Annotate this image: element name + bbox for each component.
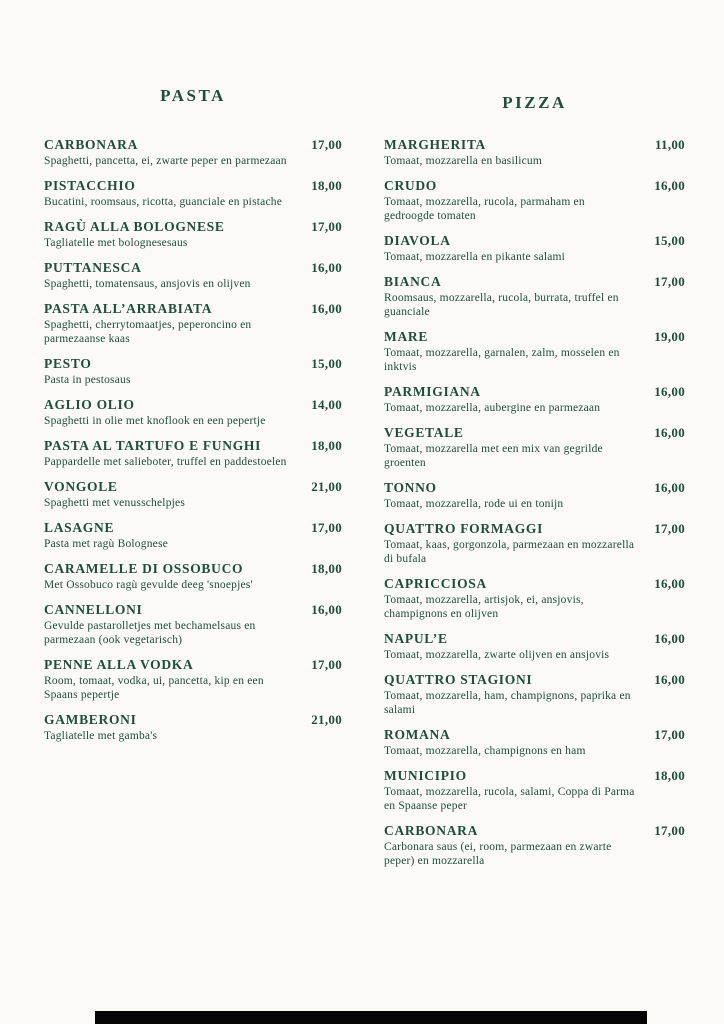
menu-item-name: PASTA ALL’ARRABIATA — [44, 301, 213, 316]
menu-item-name: CAPRICCIOSA — [384, 576, 487, 591]
menu-item-price: 16,00 — [654, 480, 685, 495]
menu-item-header — [384, 328, 685, 345]
menu-item-header — [44, 560, 342, 577]
menu-item-name: CARBONARA — [384, 823, 479, 838]
menu-item-header — [44, 136, 342, 153]
menu-item-name: PARMIGIANA — [384, 384, 481, 399]
menu-item-name: QUATTRO FORMAGGI — [384, 521, 544, 536]
menu-item-header — [384, 767, 685, 784]
menu-item — [384, 520, 685, 566]
menu-item-header — [384, 520, 685, 537]
menu-item — [384, 177, 685, 223]
menu-item — [384, 726, 685, 758]
menu-item-name: CARAMELLE DI OSSOBUCO — [44, 561, 244, 576]
menu-item-header — [44, 656, 342, 673]
menu-item-header — [384, 232, 685, 249]
menu-item — [384, 232, 685, 264]
menu-item-price: 18,00 — [654, 768, 685, 783]
menu-item-description: Tomaat, kaas, gorgonzola, parmezaan en mozzarella di bufala — [384, 539, 635, 565]
menu-item — [384, 630, 685, 662]
menu-item-description: Tomaat, mozzarella en basilicum — [384, 155, 543, 167]
pizza-item-list — [384, 136, 685, 868]
menu-item — [44, 396, 342, 428]
menu-item — [44, 259, 342, 291]
menu-item-price: 18,00 — [311, 438, 342, 453]
menu-item — [44, 136, 342, 168]
menu-item-header — [384, 273, 685, 290]
menu-item — [384, 383, 685, 415]
menu-item — [384, 822, 685, 868]
menu-item-price: 16,00 — [654, 672, 685, 687]
menu-item-name: PISTACCHIO — [44, 178, 136, 193]
menu-item — [384, 479, 685, 511]
menu-item-description: Tomaat, mozzarella, zwarte olijven en ansjovis — [384, 649, 610, 661]
menu-item-description: Tomaat, mozzarella, aubergine en parmezaan — [384, 402, 601, 414]
menu-item-header — [44, 478, 342, 495]
menu-item-name: TONNO — [384, 480, 437, 495]
bottom-black-bar — [95, 1011, 647, 1024]
menu-item-price: 16,00 — [654, 576, 685, 591]
menu-item — [384, 424, 685, 470]
menu-item-price: 16,00 — [654, 178, 685, 193]
menu-item-name: DIAVOLA — [384, 233, 451, 248]
menu-item-description: Spaghetti, pancetta, ei, zwarte peper en parmezaan — [44, 155, 287, 167]
menu-item-header — [44, 355, 342, 372]
menu-item-description: Tomaat, mozzarella met een mix van gegrilde groenten — [384, 443, 603, 469]
menu-item — [384, 575, 685, 621]
menu-item-description: Spaghetti met venusschelpjes — [44, 497, 186, 509]
menu-item-name: NAPUL’E — [384, 631, 448, 646]
menu-item-description: Tomaat, mozzarella, rode ui en tonijn — [384, 498, 564, 510]
menu-item-description: Spaghetti, cherrytomaatjes, peperoncino en parmezaanse kaas — [44, 319, 252, 345]
menu-item-price: 16,00 — [654, 384, 685, 399]
menu-item-name: AGLIO OLIO — [44, 397, 135, 412]
section-title-pizza: PIZZA — [502, 93, 567, 112]
menu-item-price: 15,00 — [311, 356, 342, 371]
menu-item-name: BIANCA — [384, 274, 442, 289]
menu-item-header — [384, 177, 685, 194]
menu-item-price: 19,00 — [654, 329, 685, 344]
menu-item-description: Tomaat, mozzarella, champignons en ham — [384, 745, 586, 757]
menu-item-name: MUNICIPIO — [384, 768, 467, 783]
menu-item-description: Room, tomaat, vodka, ui, pancetta, kip en een Spaans pepertje — [44, 675, 264, 701]
menu-item-header — [44, 396, 342, 413]
menu-item-header — [384, 822, 685, 839]
menu-item-price: 17,00 — [311, 520, 342, 535]
menu-item-description: Spaghetti in olie met knoflook en een pepertje — [44, 415, 266, 427]
menu-item-description: Gevulde pastarolletjes met bechamelsaus en parmezaan (ook vegetarisch) — [44, 620, 256, 646]
menu-item-description: Tomaat, mozzarella, ham, champignons, paprika en salami — [384, 690, 631, 716]
menu-item — [44, 560, 342, 592]
menu-item-description: Tomaat, mozzarella, artisjok, ei, ansjovis, champignons en olijven — [384, 594, 584, 620]
menu-item-name: LASAGNE — [44, 520, 115, 535]
menu-item-price: 16,00 — [311, 260, 342, 275]
menu-item — [384, 671, 685, 717]
menu-item-price: 21,00 — [311, 712, 342, 727]
menu-item-price: 15,00 — [654, 233, 685, 248]
menu-item-header — [44, 711, 342, 728]
menu-item — [44, 711, 342, 743]
menu-item — [44, 437, 342, 469]
menu-item-header — [384, 383, 685, 400]
menu-item-name: VONGOLE — [44, 479, 118, 494]
menu-item-price: 16,00 — [311, 301, 342, 316]
menu-item-name: MARE — [384, 329, 429, 344]
menu-item-header — [44, 177, 342, 194]
menu-section-pizza — [384, 0, 685, 877]
menu-item — [44, 300, 342, 346]
menu-item-name: QUATTRO STAGIONI — [384, 672, 533, 687]
menu-item-header — [44, 300, 342, 317]
menu-item-description: Bucatini, roomsaus, ricotta, guanciale en pistache — [44, 196, 283, 208]
menu-item-header — [384, 726, 685, 743]
menu-item-header — [44, 218, 342, 235]
menu-item-description: Tagliatelle met gamba's — [44, 730, 158, 742]
menu-item-name: RAGÙ ALLA BOLOGNESE — [44, 219, 225, 234]
menu-item-header — [384, 136, 685, 153]
menu-item-header — [384, 671, 685, 688]
menu-item-price: 17,00 — [311, 137, 342, 152]
menu-item-price: 17,00 — [654, 727, 685, 742]
menu-item-header — [44, 519, 342, 536]
menu-item-name: CRUDO — [384, 178, 437, 193]
menu-item-description: Tagliatelle met bolognesesaus — [44, 237, 188, 249]
menu-item-name: GAMBERONI — [44, 712, 137, 727]
menu-item-description: Pasta in pestosaus — [44, 374, 131, 386]
menu-section-pasta — [44, 0, 342, 752]
menu-item — [384, 136, 685, 168]
section-title-pasta: PASTA — [160, 86, 226, 105]
menu-item-price: 17,00 — [311, 219, 342, 234]
menu-item-description: Pappardelle met salieboter, truffel en paddestoelen — [44, 456, 287, 468]
menu-item — [384, 273, 685, 319]
menu-item-header — [384, 630, 685, 647]
menu-item-price: 16,00 — [654, 425, 685, 440]
menu-item-header — [44, 437, 342, 454]
menu-item — [44, 177, 342, 209]
menu-item-price: 17,00 — [311, 657, 342, 672]
menu-item — [44, 519, 342, 551]
menu-item-name: PUTTANESCA — [44, 260, 142, 275]
menu-item-header — [384, 575, 685, 592]
menu-item-price: 16,00 — [654, 631, 685, 646]
menu-item-name: CARBONARA — [44, 137, 139, 152]
menu-item-description: Tomaat, mozzarella, rucola, salami, Coppa di Parma en Spaanse peper — [384, 786, 635, 812]
menu-item — [384, 328, 685, 374]
menu-item-name: VEGETALE — [384, 425, 464, 440]
menu-item — [384, 767, 685, 813]
menu-item-name: PENNE ALLA VODKA — [44, 657, 194, 672]
menu-item-name: PESTO — [44, 356, 92, 371]
menu-item-description: Carbonara saus (ei, room, parmezaan en zwarte peper) en mozzarella — [384, 841, 612, 867]
menu-item-name: MARGHERITA — [384, 137, 487, 152]
menu-item-price: 18,00 — [311, 561, 342, 576]
menu-item-price: 21,00 — [311, 479, 342, 494]
menu-item-header — [384, 479, 685, 496]
menu-item-description: Tomaat, mozzarella, garnalen, zalm, mosselen en inktvis — [384, 347, 620, 373]
menu-item — [44, 355, 342, 387]
menu-item-description: Tomaat, mozzarella, rucola, parmaham en gedroogde tomaten — [384, 196, 585, 222]
menu-item-description: Pasta met ragù Bolognese — [44, 538, 168, 550]
menu-item — [44, 656, 342, 702]
menu-item-description: Roomsaus, mozzarella, rucola, burrata, truffel en guanciale — [384, 292, 619, 318]
menu-item — [44, 601, 342, 647]
menu-item-price: 11,00 — [654, 137, 685, 152]
menu-item-header — [44, 259, 342, 276]
menu-item-header — [44, 601, 342, 618]
menu-item — [44, 218, 342, 250]
menu-item-price: 17,00 — [654, 521, 685, 536]
menu-item-price: 17,00 — [654, 823, 685, 838]
menu-item-name: CANNELLONI — [44, 602, 143, 617]
menu-item-name: ROMANA — [384, 727, 451, 742]
pasta-item-list — [44, 136, 342, 743]
menu-item — [44, 478, 342, 510]
menu-item-description: Spaghetti, tomatensaus, ansjovis en olijven — [44, 278, 251, 290]
menu-item-price: 17,00 — [654, 274, 685, 289]
menu-item-name: PASTA AL TARTUFO E FUNGHI — [44, 438, 262, 453]
menu-item-price: 18,00 — [311, 178, 342, 193]
menu-item-header — [384, 424, 685, 441]
menu-item-description: Tomaat, mozzarella en pikante salami — [384, 251, 566, 263]
menu-item-description: Met Ossobuco ragù gevulde deeg 'snoepjes' — [44, 579, 253, 591]
menu-item-price: 16,00 — [311, 602, 342, 617]
menu-item-price: 14,00 — [311, 397, 342, 412]
